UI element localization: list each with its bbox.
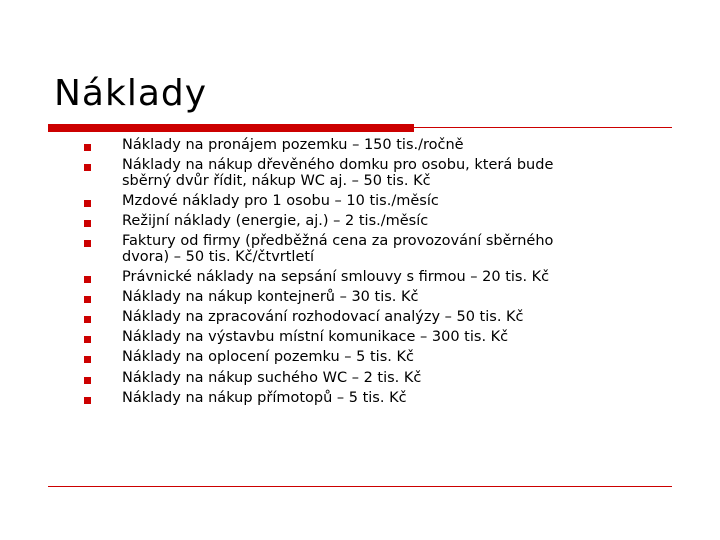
list-item [84, 138, 624, 154]
list-item [84, 290, 624, 306]
list-item-text: Náklady na nákup přímotopů – 5 tis. Kč [122, 389, 407, 406]
slide-title: Náklady [54, 73, 208, 114]
list-item-text: Náklady na nákup suchého WC – 2 tis. Kč [122, 369, 422, 386]
list-item [84, 330, 624, 346]
list-item-text: Náklady na nákup kontejnerů – 30 tis. Kč [122, 289, 419, 306]
list-item [84, 270, 624, 286]
list-item-text: Režijní náklady (energie, aj.) – 2 tis./měsíc [122, 213, 429, 230]
list-item-text: Právnické náklady na sepsání smlouvy s firmou – 20 tis. Kč [122, 269, 550, 286]
list-item [84, 214, 624, 230]
list-item-text-continued: dvora) – 50 tis. Kč/čtvrtletí [122, 248, 315, 265]
square-bullet-icon [84, 356, 91, 363]
square-bullet-icon [84, 336, 91, 343]
square-bullet-icon [84, 296, 91, 303]
list-item [84, 194, 624, 210]
square-bullet-icon [84, 164, 91, 171]
footer-divider [48, 486, 672, 487]
square-bullet-icon [84, 377, 91, 384]
title-underline-thin [414, 127, 672, 128]
square-bullet-icon [84, 240, 91, 247]
square-bullet-icon [84, 316, 91, 323]
list-item [84, 234, 624, 266]
list-item-text: Mzdové náklady pro 1 osobu – 10 tis./měsíc [122, 192, 439, 209]
square-bullet-icon [84, 220, 91, 227]
list-item [84, 371, 624, 387]
list-item-text: Náklady na pronájem pozemku – 150 tis./ročně [122, 137, 464, 153]
list-item-text: Náklady na výstavbu místní komunikace – 300 tis. Kč [122, 329, 509, 346]
list-item [84, 310, 624, 326]
square-bullet-icon [84, 200, 91, 207]
list-item-text: Faktury od firmy (předběžná cena za provozování sběrného [122, 233, 554, 250]
square-bullet-icon [84, 397, 91, 404]
list-item [84, 391, 624, 407]
list-item-text-continued: sběrný dvůr řídit, nákup WC aj. – 50 tis. Kč [122, 172, 431, 189]
list-item [84, 158, 624, 190]
list-item-text: Náklady na oplocení pozemku – 5 tis. Kč [122, 349, 414, 366]
list-item-text: Náklady na nákup dřevěného domku pro osobu, která bude [122, 157, 554, 174]
bullet-list [84, 138, 624, 411]
list-item-text: Náklady na zpracování rozhodovací analýzy – 50 tis. Kč [122, 309, 524, 326]
square-bullet-icon [84, 144, 91, 151]
square-bullet-icon [84, 276, 91, 283]
title-underline-thick [48, 124, 414, 132]
list-item [84, 350, 624, 366]
